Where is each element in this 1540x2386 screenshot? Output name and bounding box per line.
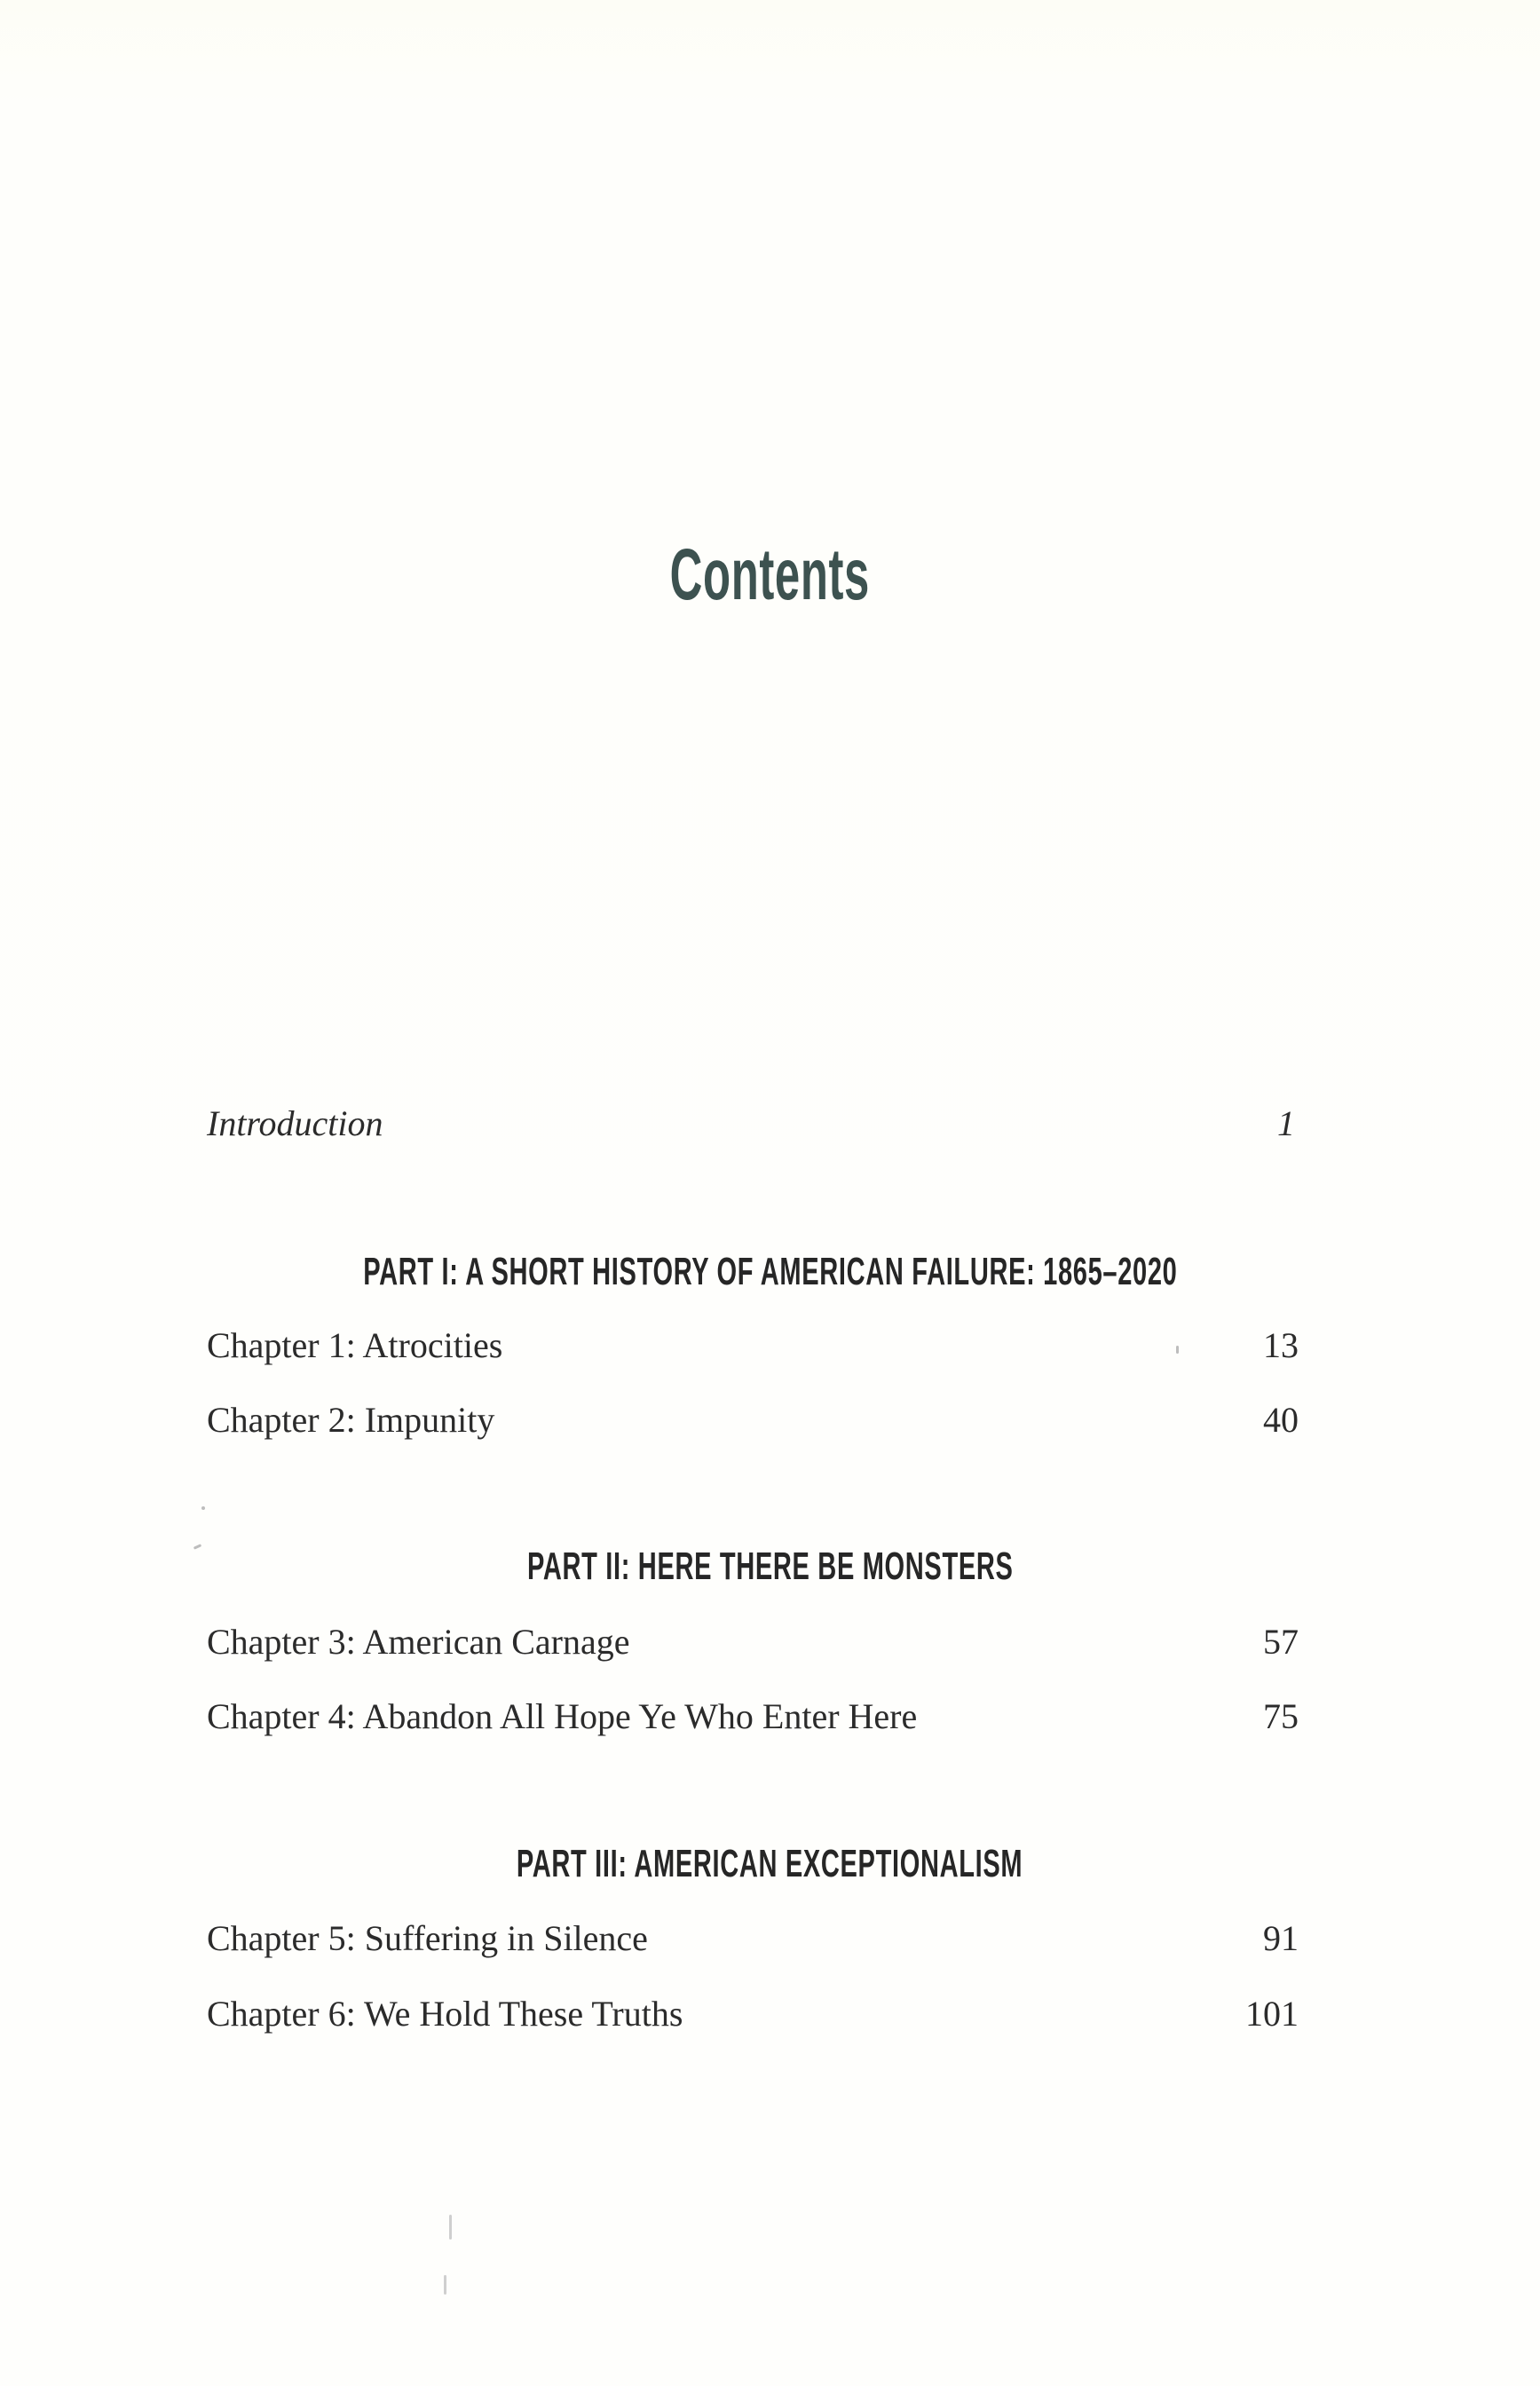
toc-entry-label: Chapter 2: Impunity <box>207 1400 495 1440</box>
part-heading-2 <box>0 1540 1540 1593</box>
toc-entry-label: Chapter 5: Suffering in Silence <box>207 1918 648 1958</box>
toc-entry-label: Chapter 1: Atrocities <box>207 1325 503 1365</box>
toc-entry-page-number: 1 <box>1277 1103 1295 1143</box>
toc-entry-page-number: 101 <box>1245 1994 1299 2034</box>
toc-entry-page-number: 57 <box>1263 1622 1299 1662</box>
toc-entry-chapter-2[interactable] <box>207 1394 1299 1447</box>
scan-speck <box>201 1506 205 1510</box>
scan-speck <box>444 2275 446 2295</box>
toc-entry-page-number: 75 <box>1263 1696 1299 1736</box>
scan-speck <box>1176 1346 1179 1354</box>
toc-entry-chapter-6[interactable] <box>207 1987 1299 2041</box>
toc-entry-chapter-1[interactable] <box>207 1319 1299 1372</box>
toc-entry-label: Chapter 3: American Carnage <box>207 1622 630 1662</box>
toc-entry-page-number: 91 <box>1263 1918 1299 1958</box>
part-heading-label: PART I: A SHORT HISTORY OF AMERICAN FAILURE: 1865–2020 <box>362 1250 1178 1293</box>
part-heading-3 <box>0 1837 1540 1891</box>
part-heading-label: PART III: AMERICAN EXCEPTIONALISM <box>517 1842 1023 1885</box>
toc-entry-chapter-5[interactable] <box>207 1912 1299 1965</box>
toc-entry-page-number: 13 <box>1263 1325 1299 1365</box>
toc-entry-label: Introduction <box>207 1103 383 1143</box>
toc-entry-label: Chapter 4: Abandon All Hope Ye Who Enter Here <box>207 1696 918 1736</box>
toc-entry-chapter-4[interactable] <box>207 1690 1299 1743</box>
toc-entry-page-number: 40 <box>1263 1400 1299 1440</box>
part-heading-label: PART II: HERE THERE BE MONSTERS <box>526 1545 1014 1588</box>
toc-entry-introduction[interactable] <box>207 1097 1299 1150</box>
scan-speck <box>449 2215 452 2240</box>
toc-entry-label: Chapter 6: We Hold These Truths <box>207 1994 683 2034</box>
part-heading-1 <box>0 1245 1540 1299</box>
page-title: Contents <box>669 534 870 615</box>
toc-entry-chapter-3[interactable] <box>207 1616 1299 1669</box>
